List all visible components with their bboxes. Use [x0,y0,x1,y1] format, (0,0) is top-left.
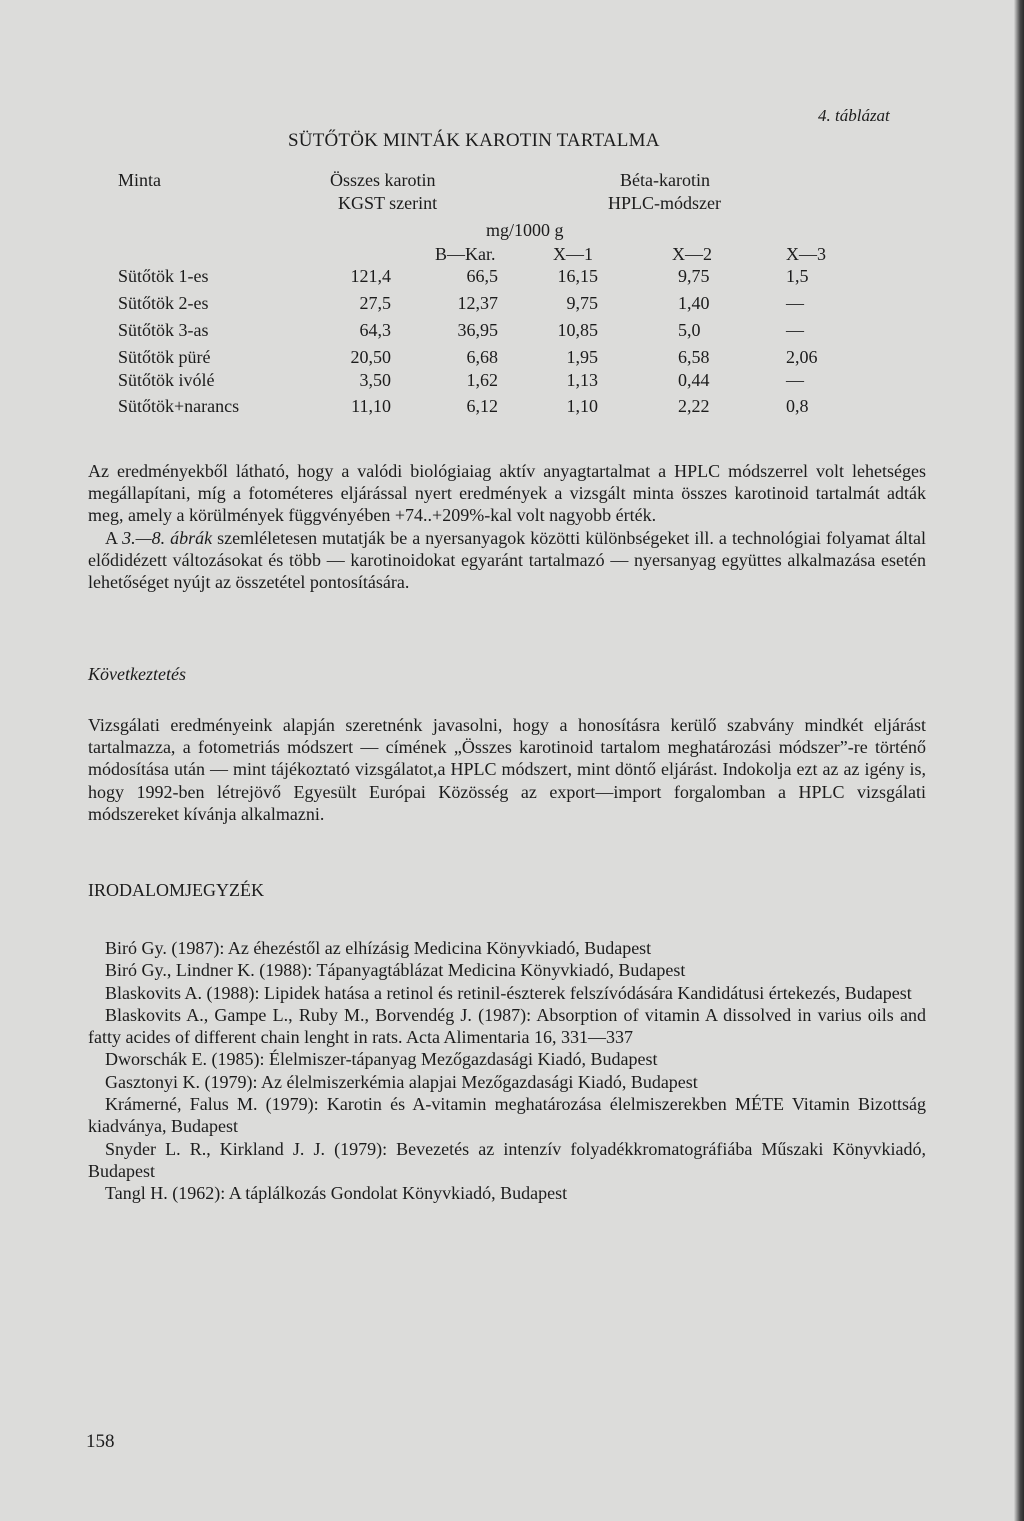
table-cell-x2: 0,44 [678,370,710,390]
table-cell-name: Sütőtök ivólé [118,370,215,390]
table-cell-x2: 1,40 [678,293,710,313]
paragraph-2-rest: szemléletesen mutatják be a nyersanyagok közötti különbségeket ill. a technológiai folyamat által elődidézett változásokat és több — karotinoidokat egyaránt tartalmazó — nyersanyag együttes alkalmazása esetén lehetőséget nyújt az összetétel pontosítására. [88,527,927,593]
reference-item: Krámerné, Falus M. (1979): Karotin és A-vitamin meghatározása élelmiszerekben MÉTE Vitamin Bizottság kiadványa, Budapest [88,1094,926,1137]
table-cell-x1: 1,10 [566,396,598,416]
reference-item: Snyder L. R., Kirkland J. J. (1979): Bevezetés az intenzív folyadékkromatográfiába Műszaki Könyvkiadó, Budapest [88,1138,926,1181]
table-cell-total: 3,50 [359,370,391,390]
table-cell-name: Sütőtök 3-as [118,320,209,340]
conclusion-paragraph [88,714,926,825]
table-cell-x3: — [786,370,804,390]
table-cell-x2: 2,22 [678,396,710,416]
conclusion-text: Vizsgálati eredményeink alapján szeretnénk javasolni, hogy a honosításra kerülő szabvány mindkét eljárást tartalmazza, a fotometriás módszert — címének „Összes karotinoid tartalom meghatározási módszer”-re történő módosítása után — mint tájékoztató vizsgálatot,a HPLC módszert, mint döntő eljárást. Indokolja ezt az az igény is, hogy 1992-ben létrejövő Egyesült Európai Közösség az export—import forgalomban a HPLC vizsgálati módszereket kívánja alkalmazni. [88,715,926,824]
table-title: SÜTŐTÖK MINTÁK KAROTIN TARTALMA [288,130,660,151]
page-number: 158 [86,1431,115,1452]
table-cell-x2: 5,0 [678,320,701,340]
table-cell-x2: 6,58 [678,347,710,367]
subheader-x2: X—2 [672,244,712,264]
table-cell-x1: 1,13 [566,370,598,390]
table-cell-bkar: 66,5 [466,266,498,286]
table-cell-bkar: 6,68 [466,347,498,367]
table-cell-x3: 0,8 [786,396,809,416]
subheader-x1: X—1 [553,244,593,264]
header-beta-karotin: Béta-karotin [620,170,710,190]
table-cell-name: Sütőtök 1-es [118,266,209,286]
header-total-karotin: Összes karotin [330,170,436,190]
table-cell-x2: 9,75 [678,266,710,286]
table-cell-x3: — [786,293,804,313]
table-label: 4. táblázat [818,106,890,125]
table-cell-bkar: 12,37 [457,293,498,313]
table-cell-total: 27,5 [359,293,391,313]
page-edge-shadow [1014,0,1024,1521]
paragraph-2 [88,527,926,594]
reference-item: Blaskovits A. (1988): Lipidek hatása a retinol és retinil-észterek felszívódására Kandidátusi értekezés, Budapest [105,982,912,1003]
table-cell-total: 20,50 [350,347,391,367]
table-cell-x3: 1,5 [786,266,809,286]
results-paragraph [88,460,926,593]
reference-item: Gasztonyi K. (1979): Az élelmiszerkémia alapjai Mezőgazdasági Kiadó, Budapest [105,1071,698,1092]
table-cell-bkar: 6,12 [466,396,498,416]
bibliography-heading: IRODALOMJEGYZÉK [88,880,264,900]
table-cell-x1: 16,15 [557,266,598,286]
table-cell-x3: — [786,320,804,340]
subheader-bkar: B—Kar. [435,244,496,264]
header-unit: mg/1000 g [486,220,564,240]
reference-list [88,937,926,1205]
table-cell-total: 64,3 [359,320,391,340]
table-cell-bkar: 1,62 [466,370,498,390]
table-cell-x1: 10,85 [557,320,598,340]
reference-item: Biró Gy. (1987): Az éhezéstől az elhízásig Medicina Könyvkiadó, Budapest [105,938,652,958]
header-kgst: KGST szerint [338,193,438,213]
table-cell-name: Sütőtök püré [118,347,211,367]
header-hplc: HPLC-módszer [608,193,721,213]
table-cell-name: Sütőtök+narancs [118,396,240,416]
header-minta: Minta [118,170,161,190]
paragraph-2-lead: A [105,527,123,548]
table-cell-x1: 1,95 [566,347,598,367]
reference-item: Dworschák E. (1985): Élelmiszer-tápanyag Mezőgazdasági Kiadó, Budapest [105,1049,658,1070]
subheader-x3: X—3 [786,244,826,264]
paragraph-1: Az eredményekből látható, hogy a valódi biológiaiag aktív anyagtartalmat a HPLC módszerrel volt lehetséges megállapítani, míg a fotométeres eljárással nyert eredmények a vizsgált minta összes karotinoid tartalmát adták meg, amely a körülmények függvényében +74..+209%-kal volt nagyobb érték. [88,461,926,526]
reference-item: Biró Gy., Lindner K. (1988): Tápanyagtáblázat Medicina Könyvkiadó, Budapest [105,960,686,981]
table-cell-total: 121,4 [350,266,391,286]
table-cell-total: 11,10 [351,396,391,416]
conclusion-heading: Következtetés [88,664,186,684]
reference-item: Tangl H. (1962): A táplálkozás Gondolat Könyvkiadó, Budapest [105,1183,568,1204]
table-cell-x1: 9,75 [566,293,598,313]
table-cell-x3: 2,06 [786,347,818,367]
table-cell-name: Sütőtök 2-es [118,293,209,313]
table-cell-bkar: 36,95 [457,320,498,340]
figure-reference: 3.—8. ábrák [122,527,213,548]
reference-item: Blaskovits A., Gampe L., Ruby M., Borvendég J. (1987): Absorption of vitamin A dissolved in varius oils and fatty acides of different chain lenght in rats. Acta Alimentaria 16, 331—337 [88,1004,926,1048]
